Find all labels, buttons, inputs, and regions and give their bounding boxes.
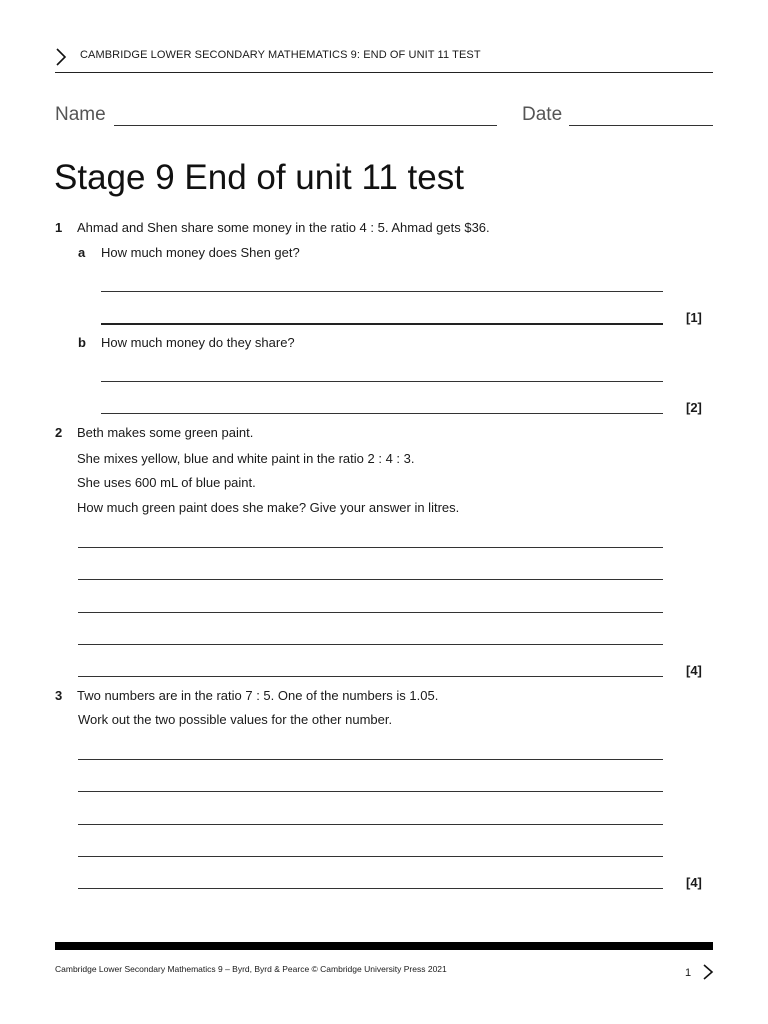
answer-line[interactable] [78, 824, 663, 825]
answer-line[interactable] [101, 413, 663, 414]
chevron-right-icon [54, 47, 68, 67]
question-2-text: She mixes yellow, blue and white paint in the ratio 2 : 4 : 3. [77, 451, 415, 466]
header-divider [55, 72, 713, 73]
answer-line[interactable] [78, 547, 663, 548]
question-2-number: 2 [55, 425, 63, 440]
marks-label: [4] [686, 875, 702, 890]
marks-label: [1] [686, 310, 702, 325]
question-1b-letter: b [78, 335, 86, 350]
answer-line[interactable] [78, 888, 663, 889]
answer-line[interactable] [78, 579, 663, 580]
marks-label: [2] [686, 400, 702, 415]
question-2-text: She uses 600 mL of blue paint. [77, 475, 256, 490]
question-2-text: How much green paint does she make? Give your answer in litres. [77, 500, 460, 515]
answer-line[interactable] [101, 381, 663, 382]
name-field[interactable] [114, 125, 497, 126]
question-1a-text: How much money does Shen get? [101, 245, 300, 260]
chevron-right-icon[interactable] [702, 963, 714, 981]
footer-copyright: Cambridge Lower Secondary Mathematics 9 – Byrd, Byrd & Pearce © Cambridge University Press 2021 [55, 964, 447, 974]
question-2-text: Beth makes some green paint. [77, 425, 254, 440]
answer-line[interactable] [78, 676, 663, 677]
date-label: Date [522, 104, 563, 125]
question-1-text: Ahmad and Shen share some money in the ratio 4 : 5. Ahmad gets $36. [77, 220, 490, 235]
question-3-text: Two numbers are in the ratio 7 : 5. One of the numbers is 1.05. [77, 688, 439, 703]
answer-line[interactable] [78, 612, 663, 613]
answer-line[interactable] [78, 759, 663, 760]
answer-line[interactable] [101, 323, 663, 325]
answer-line[interactable] [78, 644, 663, 645]
answer-line[interactable] [78, 791, 663, 792]
page-number: 1 [685, 967, 692, 979]
date-field[interactable] [569, 125, 713, 126]
running-header: CAMBRIDGE LOWER SECONDARY MATHEMATICS 9: END OF UNIT 11 TEST [80, 49, 481, 61]
question-3-text: Work out the two possible values for the other number. [78, 712, 393, 727]
answer-line[interactable] [101, 291, 663, 292]
footer-divider [55, 942, 713, 950]
question-3-number: 3 [55, 688, 63, 703]
page-title: Stage 9 End of unit 11 test [54, 158, 464, 197]
question-1-number: 1 [55, 220, 63, 235]
question-1b-text: How much money do they share? [101, 335, 295, 350]
answer-line[interactable] [78, 856, 663, 857]
name-label: Name [55, 104, 106, 125]
question-1a-letter: a [78, 245, 86, 260]
marks-label: [4] [686, 663, 702, 678]
